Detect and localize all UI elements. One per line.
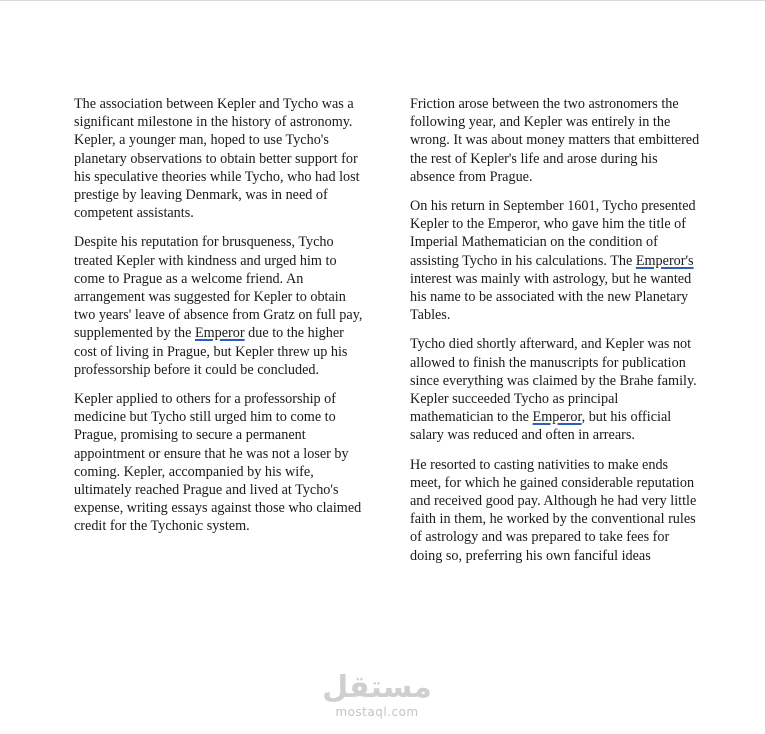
paragraph — [410, 197, 702, 324]
paragraph — [74, 233, 366, 379]
watermark-site: mostaql.com — [335, 705, 419, 719]
text-run: Despite his reputation for brusqueness, Tycho treated Kepler with kindness and urged him to come to Prague as a welcome friend. An arrangement was suggested for Kepler to obtain two years' leave of absence from Gratz on full pay, supplemented by the — [74, 234, 363, 342]
text-run: interest was mainly with astrology, but he wanted his name to be associated with the new Planetary Tables. — [410, 270, 692, 324]
paragraph: Friction arose between the two astronomers the following year, and Kepler was entirely in the wrong. It was about money matters that embittered the rest of Kepler's life and arose during his absence from Prague. — [410, 96, 700, 185]
right-column — [410, 95, 702, 576]
watermark-logo: مستقل — [322, 670, 432, 705]
flagged-word-emperors[interactable]: Emperor's — [635, 252, 694, 269]
text-run: due to the higher cost of living in Prague, but Kepler threw up his professorship before it could be concluded. — [74, 325, 348, 378]
text-run: On his return in September 1601, Tycho presented Kepler to the Emperor, who gave him the title of Imperial Mathematician on the condition of assisting Tycho in his calculations. The — [410, 198, 696, 269]
flagged-word-emperor[interactable]: Emperor — [194, 325, 245, 342]
left-column — [74, 95, 366, 547]
flagged-word-emperor[interactable]: Emperor — [532, 409, 582, 426]
paragraph: Kepler applied to others for a professorship of medicine but Tycho still urged him to come to Prague, promising to secure a permanent appointment or ensure that he was not a loser by coming. Kepler, accompanied by his wife, ultimately reached Prague and lived at Tycho's expense, writing essays against those who claimed credit for the Tychonic system. — [74, 391, 362, 535]
text-run: , but his official salary was reduced and often in arrears. — [410, 409, 672, 444]
paragraph: He resorted to casting nativities to make ends meet, for which he gained considerable reputation and received good pay. Although he had very little faith in them, he worked by the conventional rules of astrology and was prepared to take fees for doing so, preferring his own fanciful ideas — [410, 456, 697, 564]
paragraph — [410, 335, 702, 444]
text-run: Tycho died shortly afterward, and Kepler was not allowed to finish the manuscripts for publication since everything was claimed by the Brahe family. Kepler succeeded Tycho as principal mathematician to the — [410, 336, 697, 426]
paragraph: The association between Kepler and Tycho was a significant milestone in the history of astronomy. Kepler, a younger man, hoped to use Tycho's planetary observations to obtain better support for his speculative theories while Tycho, who had lost prestige by leaving Denmark, was in need of competent assistants. — [74, 96, 360, 222]
watermark — [312, 671, 442, 723]
